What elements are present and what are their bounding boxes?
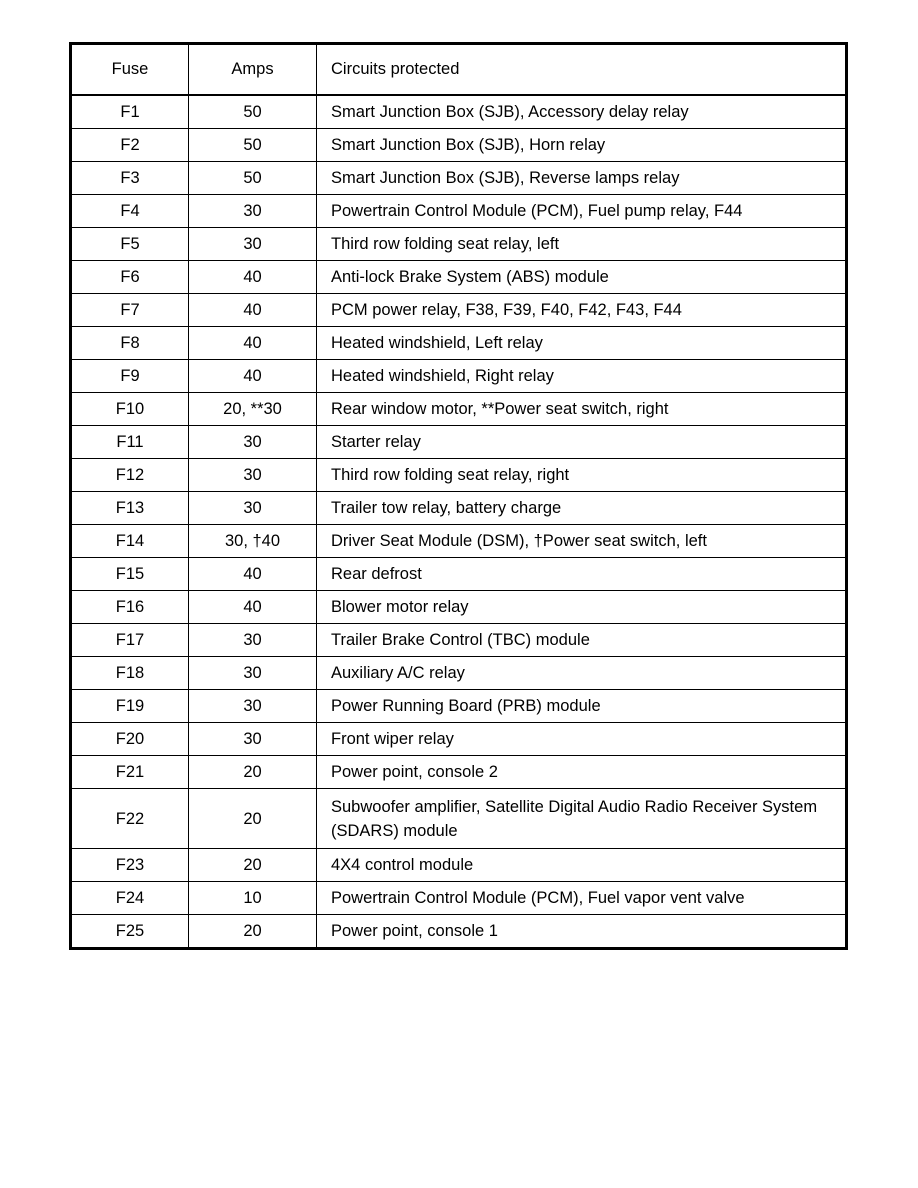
circuits-cell: Power Running Board (PRB) module: [317, 690, 847, 723]
amps-cell: 30, †40: [189, 525, 317, 558]
circuits-cell: Power point, console 2: [317, 756, 847, 789]
fuse-cell: F13: [71, 492, 189, 525]
circuits-cell: Third row folding seat relay, left: [317, 228, 847, 261]
fuse-cell: F6: [71, 261, 189, 294]
amps-cell: 30: [189, 657, 317, 690]
fuse-cell: F22: [71, 789, 189, 849]
amps-cell: 50: [189, 129, 317, 162]
table-row: [71, 162, 847, 195]
amps-cell: 50: [189, 95, 317, 129]
amps-cell: 20: [189, 915, 317, 949]
fuse-cell: F14: [71, 525, 189, 558]
table-row: [71, 426, 847, 459]
amps-cell: 50: [189, 162, 317, 195]
table-row: [71, 690, 847, 723]
fuse-cell: F17: [71, 624, 189, 657]
table-row: [71, 459, 847, 492]
amps-cell: 20, **30: [189, 393, 317, 426]
amps-cell: 30: [189, 459, 317, 492]
fuse-cell: F23: [71, 849, 189, 882]
table-row: [71, 195, 847, 228]
table-row: [71, 228, 847, 261]
table-header-row: [71, 44, 847, 96]
circuits-cell: Blower motor relay: [317, 591, 847, 624]
table-row: [71, 129, 847, 162]
table-row: [71, 95, 847, 129]
fuse-cell: F5: [71, 228, 189, 261]
column-header-amps: Amps: [189, 44, 317, 96]
table-row: [71, 591, 847, 624]
fuse-cell: F16: [71, 591, 189, 624]
fuse-cell: F21: [71, 756, 189, 789]
amps-cell: 40: [189, 360, 317, 393]
fuse-cell: F1: [71, 95, 189, 129]
amps-cell: 40: [189, 558, 317, 591]
circuits-cell: Heated windshield, Left relay: [317, 327, 847, 360]
table-row: [71, 327, 847, 360]
fuse-cell: F7: [71, 294, 189, 327]
table-row: [71, 882, 847, 915]
circuits-cell: Starter relay: [317, 426, 847, 459]
amps-cell: 20: [189, 756, 317, 789]
fuse-cell: F10: [71, 393, 189, 426]
table-row: [71, 756, 847, 789]
amps-cell: 10: [189, 882, 317, 915]
table-row: [71, 624, 847, 657]
amps-cell: 40: [189, 261, 317, 294]
fuse-table: [69, 42, 848, 950]
table-row: [71, 915, 847, 949]
fuse-cell: F12: [71, 459, 189, 492]
column-header-circuits: Circuits protected: [317, 44, 847, 96]
circuits-cell: PCM power relay, F38, F39, F40, F42, F43, F44: [317, 294, 847, 327]
table-row: [71, 393, 847, 426]
table-body: [71, 95, 847, 949]
fuse-cell: F25: [71, 915, 189, 949]
amps-cell: 30: [189, 492, 317, 525]
amps-cell: 30: [189, 723, 317, 756]
circuits-cell: Anti-lock Brake System (ABS) module: [317, 261, 847, 294]
fuse-cell: F19: [71, 690, 189, 723]
table-row: [71, 657, 847, 690]
fuse-cell: F8: [71, 327, 189, 360]
circuits-cell: Driver Seat Module (DSM), †Power seat switch, left: [317, 525, 847, 558]
amps-cell: 30: [189, 426, 317, 459]
fuse-cell: F15: [71, 558, 189, 591]
circuits-cell: Powertrain Control Module (PCM), Fuel vapor vent valve: [317, 882, 847, 915]
circuits-cell: Rear window motor, **Power seat switch, right: [317, 393, 847, 426]
fuse-cell: F20: [71, 723, 189, 756]
circuits-cell: Smart Junction Box (SJB), Accessory delay relay: [317, 95, 847, 129]
circuits-cell: Smart Junction Box (SJB), Horn relay: [317, 129, 847, 162]
fuse-cell: F3: [71, 162, 189, 195]
amps-cell: 20: [189, 849, 317, 882]
table-row: [71, 849, 847, 882]
table-row: [71, 558, 847, 591]
circuits-cell: Powertrain Control Module (PCM), Fuel pump relay, F44: [317, 195, 847, 228]
circuits-cell: Trailer Brake Control (TBC) module: [317, 624, 847, 657]
fuse-cell: F18: [71, 657, 189, 690]
table-row: [71, 492, 847, 525]
amps-cell: 40: [189, 294, 317, 327]
circuits-cell: Rear defrost: [317, 558, 847, 591]
circuits-cell: Subwoofer amplifier, Satellite Digital Audio Radio Receiver System (SDARS) module: [317, 789, 847, 849]
circuits-cell: Front wiper relay: [317, 723, 847, 756]
amps-cell: 40: [189, 591, 317, 624]
fuse-cell: F4: [71, 195, 189, 228]
amps-cell: 20: [189, 789, 317, 849]
table-row: [71, 723, 847, 756]
fuse-cell: F11: [71, 426, 189, 459]
fuse-cell: F9: [71, 360, 189, 393]
table-row: [71, 261, 847, 294]
amps-cell: 30: [189, 195, 317, 228]
amps-cell: 30: [189, 690, 317, 723]
table-row: [71, 294, 847, 327]
circuits-cell: Heated windshield, Right relay: [317, 360, 847, 393]
fuse-cell: F2: [71, 129, 189, 162]
table-row: [71, 789, 847, 849]
circuits-cell: Power point, console 1: [317, 915, 847, 949]
amps-cell: 30: [189, 228, 317, 261]
circuits-cell: 4X4 control module: [317, 849, 847, 882]
circuits-cell: Auxiliary A/C relay: [317, 657, 847, 690]
circuits-cell: Trailer tow relay, battery charge: [317, 492, 847, 525]
circuits-cell: Smart Junction Box (SJB), Reverse lamps relay: [317, 162, 847, 195]
amps-cell: 30: [189, 624, 317, 657]
amps-cell: 40: [189, 327, 317, 360]
column-header-fuse: Fuse: [71, 44, 189, 96]
circuits-cell: Third row folding seat relay, right: [317, 459, 847, 492]
fuse-cell: F24: [71, 882, 189, 915]
table-row: [71, 525, 847, 558]
table-row: [71, 360, 847, 393]
